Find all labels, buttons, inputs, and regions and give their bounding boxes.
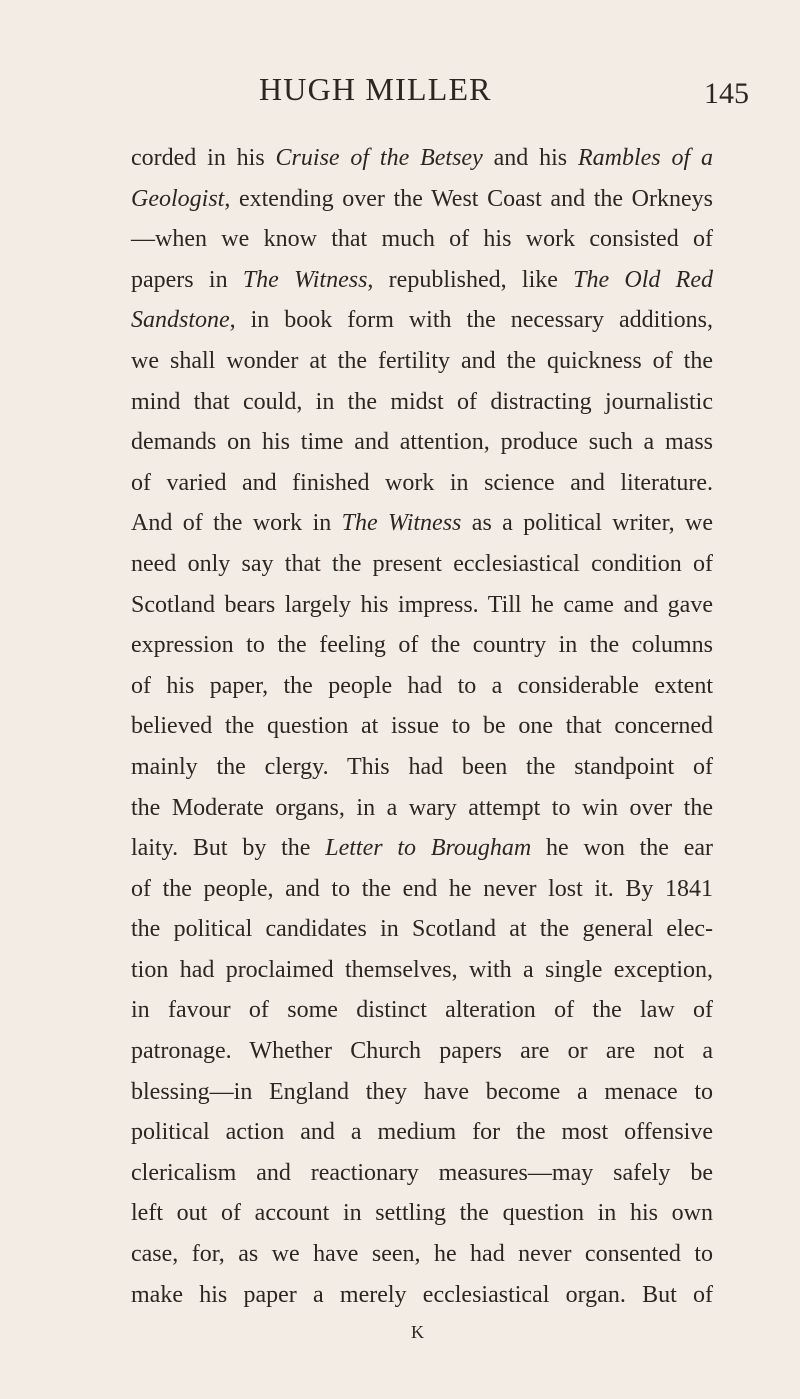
text-run: demands on his time and attention, produce such a mass [131,429,713,456]
text-line [131,950,713,991]
text-run: , republished, like [367,266,574,293]
text-line [131,585,713,626]
text-line [131,138,713,179]
text-line [131,1072,713,1113]
text-line [131,1031,713,1072]
text-line [131,260,713,301]
text-run: And of the work in [131,510,342,537]
text-line [131,300,713,341]
running-title: HUGH MILLER [259,71,492,107]
text-line [131,179,713,220]
text-run: he won the ear [531,835,714,862]
text-run: blessing—in England they have become a menace to [131,1078,713,1105]
text-run: case, for, as we have seen, he had never consented to [131,1241,713,1268]
text-line [131,341,713,382]
text-line [131,544,713,585]
italic-title: Cruise of the Betsey [275,145,483,171]
text-run: the political candidates in Scotland at the general elec- [131,916,713,943]
text-line [131,1112,713,1153]
text-run: left out of account in settling the question in his own [131,1200,713,1227]
body-text [131,138,713,1315]
italic-title: Sandstone [131,307,230,334]
text-line [131,1193,713,1234]
text-run: Scotland bears largely his impress. Till he came and gave [131,591,713,618]
signature-mark: K [411,1322,424,1342]
italic-title: The Old Red [573,266,713,293]
text-run: the Moderate organs, in a wary attempt to win over the [131,794,713,821]
text-run: we shall wonder at the fertility and the quickness of the [131,347,713,374]
text-line [131,219,713,260]
text-run: make his paper a merely ecclesiastical organ. But of [131,1281,713,1308]
text-run: of varied and finished work in science and literature. [131,469,713,496]
text-line [131,1234,713,1275]
text-line [131,788,713,829]
text-run: political action and a medium for the most offensive [131,1119,713,1146]
text-run: in favour of some distinct alteration of the law of [131,997,713,1024]
text-line [131,747,713,788]
text-line [131,422,713,463]
italic-title: Geologist [131,185,225,212]
text-line [131,1153,713,1194]
italic-title: Letter to Brougham [325,835,532,862]
italic-title: The Witness [242,266,368,293]
text-run: tion had proclaimed themselves, with a single exception, [131,956,713,983]
text-line [131,503,713,544]
text-run: clericalism and reactionary measures—may safely be [131,1159,713,1186]
italic-title: Rambles of a [577,145,713,171]
text-run: papers in [131,266,243,293]
text-run: as a political writer, we [461,510,714,537]
text-run: expression to the feeling of the country in the columns [131,632,713,659]
text-run: of his paper, the people had to a considerable extent [131,672,713,699]
text-run: mind that could, in the midst of distracting journalistic [131,388,713,415]
text-run: of the people, and to the end he never lost it. By 1841 [131,875,713,902]
italic-title: The Witness [341,510,462,537]
text-run: —when we know that much of his work consisted of [131,226,713,253]
text-run: patronage. Whether Church papers are or are not a [131,1038,713,1065]
text-run: , in book form with the necessary additions, [229,307,713,334]
text-line [131,909,713,950]
text-run: believed the question at issue to be one that concerned [131,713,713,740]
text-run: mainly the clergy. This had been the standpoint of [131,753,713,780]
text-line [131,990,713,1031]
text-line [131,706,713,747]
text-line [131,1275,713,1316]
text-run: , extending over the West Coast and the Orkneys [224,185,713,212]
text-line [131,382,713,423]
text-run: laity. But by the [131,835,326,862]
text-line [131,869,713,910]
page-number: 145 [704,77,749,110]
text-line [131,828,713,869]
text-line [131,463,713,504]
text-run: and his [482,145,578,171]
text-run: corded in his [131,145,276,171]
text-run: need only say that the present ecclesiastical condition of [131,550,713,577]
text-line [131,625,713,666]
text-line [131,666,713,707]
